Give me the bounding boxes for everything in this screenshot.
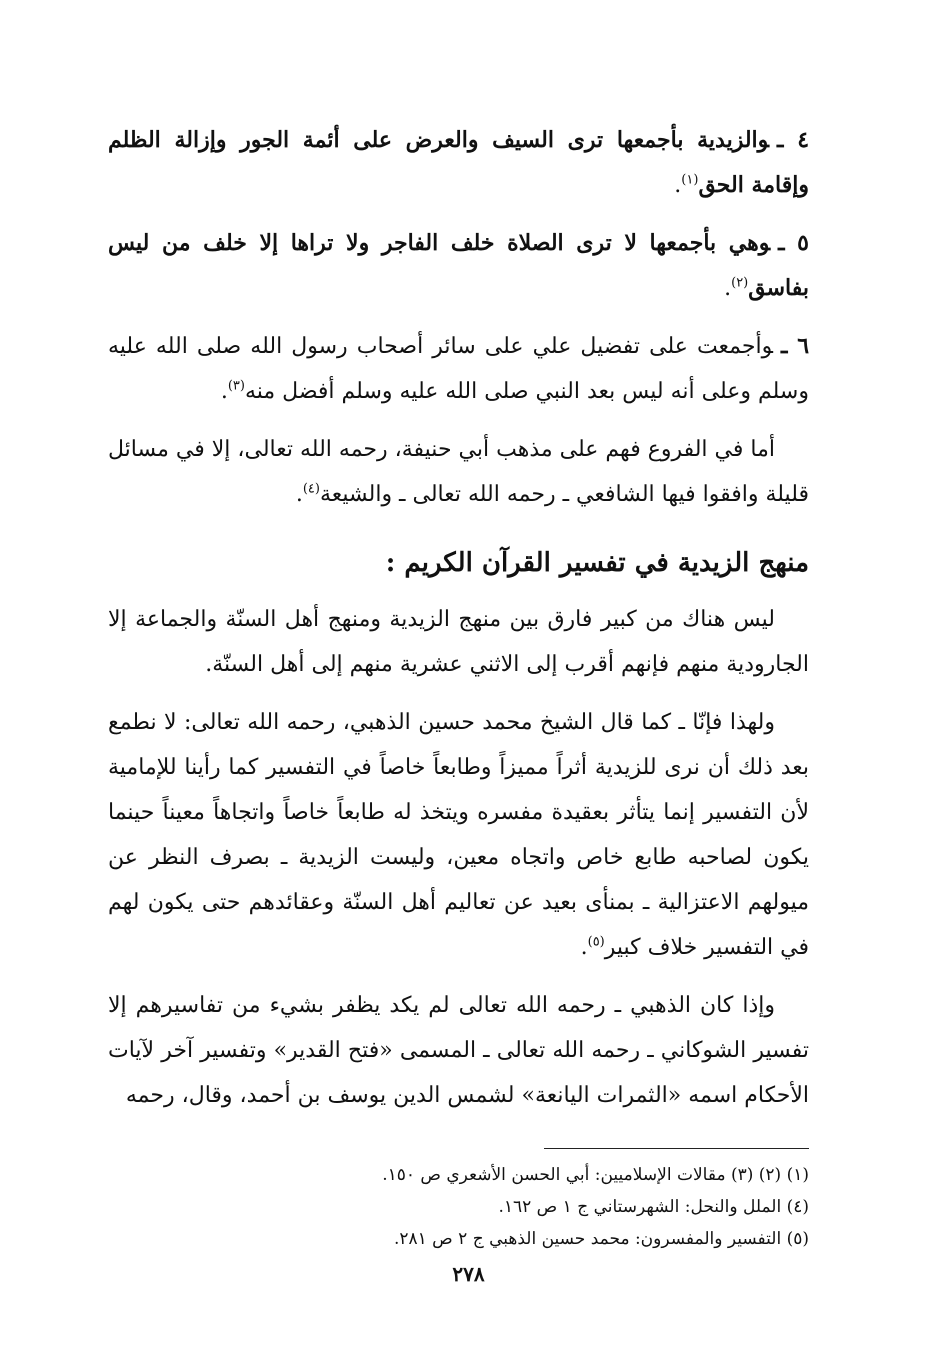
footnote-ref: (٤) — [302, 481, 320, 497]
point-number: ٥ ـ — [778, 230, 809, 256]
point-number: ٤ ـ — [777, 127, 810, 153]
point-5: ٥ ـوهي بأجمعها لا ترى الصلاة خلف الفاجر ولا تراها إلا خلف من ليس بفاسق$^{(٢)}$. — [108, 230, 809, 301]
body-paragraph-1: ليس هناك من كبير فارق بين منهج الزيدية ومنهج أهل السنّة والجماعة إلا الجارودية منهم فإنهم أقرب إلى الاثني عشرية منهم إلى أهل السنّة. — [108, 607, 809, 677]
point-text: والزيدية بأجمعها ترى السيف والعرض على أئمة الجور وإزالة الظلم وإقامة الحق — [108, 127, 809, 198]
footnote-divider — [544, 1148, 809, 1149]
point-text: وأجمعت على تفضيل علي على سائر أصحاب رسول الله صلى الله عليه وسلم وعلى أنه ليس بعد النبي صلى الله عليه وسلم أفضل منه — [108, 334, 809, 404]
body-paragraph-2: ولهذا فإنّا ـ كما قال الشيخ محمد حسين الذهبي، رحمه الله تعالى: لا نطمع بعد ذلك أن نرى للزيدية أثراً مميزاً وطابعاً خاصاً في التفسير كما رأينا للإمامية لأن التفسير إنما يتأثر بعقيدة مفسره ويتخذ له طابعاً خاصاً واتجاهاً معيناً حينما يكون لصاحبه طابع خاص واتجاه معين، وليست الزيدية ـ بصرف النظر عن ميولهم الاعتزالية ـ بمنأى بعيد عن تعاليم أهل السنّة وعقائدهم حتى يكون لهم في التفسير خلاف كبير$^{(٥)}$. — [108, 710, 809, 960]
point-4: ٤ ـوالزيدية بأجمعها ترى السيف والعرض على أئمة الجور وإزالة الظلم وإقامة الحق$^{(١)}$. — [108, 127, 810, 198]
point-number: ٦ ـ — [780, 333, 810, 359]
footnotes — [108, 1159, 809, 1255]
footnote-2: (٤) الملل والنحل: الشهرستاني ج ١ ص ١٦٢. — [498, 1197, 809, 1217]
point-text: وهي بأجمعها لا ترى الصلاة خلف الفاجر ولا تراها إلا خلف من ليس بفاسق — [108, 230, 809, 301]
footnote-ref: (٢) — [731, 275, 749, 291]
footnote-ref: (١) — [681, 172, 699, 188]
section-heading: منهج الزيدية في تفسير القرآن الكريم : — [385, 548, 809, 578]
body-paragraph-3: وإذا كان الذهبي ـ رحمه الله تعالى لم يكد يظفر بشيء من تفاسيرهم إلا تفسير الشوكاني ـ رحمه الله تعالى ـ المسمى «فتح القدير» وتفسير آخر لآيات الأحكام اسمه «الثمرات اليانعة» لشمس الدين يوسف بن أحمد، وقال، رحمه — [108, 993, 809, 1108]
footnote-ref: (٥) — [587, 934, 605, 950]
footnote-1: (١) (٢) (٣) مقالات الإسلاميين: أبي الحسن الأشعري ص ١٥٠. — [382, 1165, 809, 1185]
furu-paragraph: أما في الفروع فهم على مذهب أبي حنيفة، رحمه الله تعالى، إلا في مسائل قليلة وافقوا فيها الشافعي ـ رحمه الله تعالى ـ والشيعة$^{(٤)}$. — [108, 437, 809, 507]
point-6: ٦ ـوأجمعت على تفضيل علي على سائر أصحاب رسول الله صلى الله عليه وسلم وعلى أنه ليس بعد النبي صلى الله عليه وسلم أفضل منه$^{(٣)}$. — [108, 333, 810, 404]
page-number: ٢٧٨ — [452, 1262, 485, 1286]
footnote-ref: (٣) — [227, 378, 245, 394]
footnote-3: (٥) التفسير والمفسرون: محمد حسين الذهبي ج ٢ ص ٢٨١. — [393, 1229, 809, 1249]
